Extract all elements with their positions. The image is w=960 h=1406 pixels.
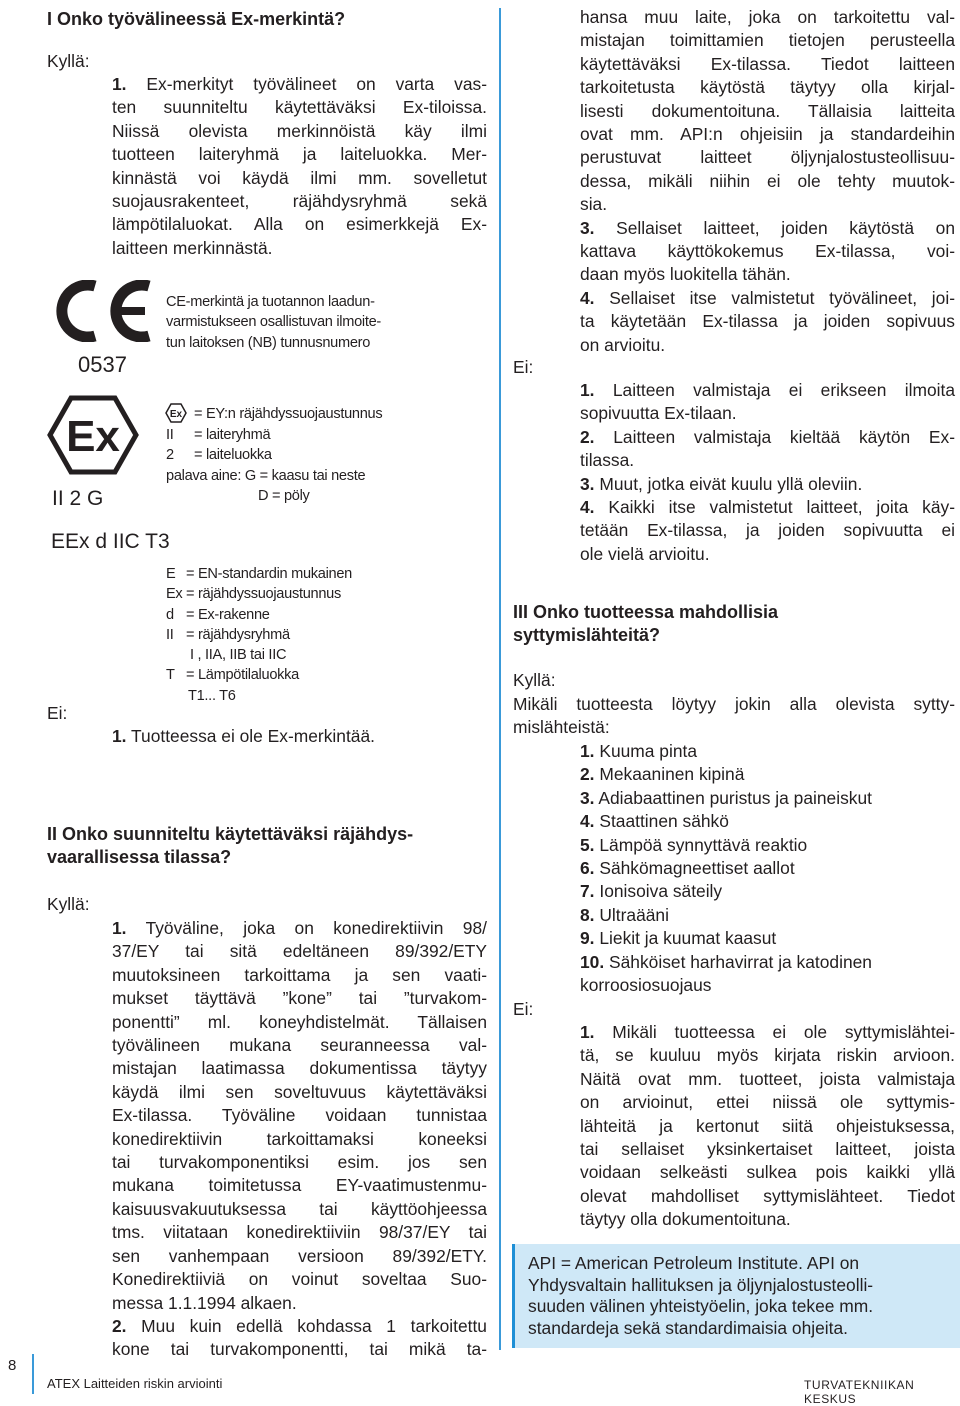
legend-value: = räjähdysryhmä [186, 626, 290, 643]
text-line: sia. [580, 194, 608, 215]
list-item [580, 880, 872, 903]
list-item [580, 927, 872, 950]
item-number: 4. [580, 287, 595, 308]
text-line: ta käytetään Ex-tilassa ja joiden sopivuus [580, 311, 955, 332]
heading-line: II Onko suunniteltu käytettäväksi räjähdys- [47, 824, 414, 844]
text-line: Sellaiset laitteet, joiden käytöstä on [616, 217, 955, 238]
text-line: Tuotteessa ei ole Ex-merkintää. [131, 726, 375, 746]
text-line: Sellaiset itse valmistetut työvälineet, joi- [609, 287, 955, 308]
text-line: on arvioinut, ettei niissä ole syttymis- [580, 1092, 955, 1113]
text-line: mukana toimitetussa EY-vaatimustenmu- [112, 1175, 487, 1196]
heading-section-2 [47, 823, 413, 869]
text-line: työvälineen mukana seuranneessa val- [112, 1035, 487, 1056]
text-line: Näitä ovat mm. tuotteet, joista valmistaja [580, 1068, 955, 1089]
text-line: varmistukseen osallistuvan ilmoite- [166, 314, 381, 331]
text-line: Ex-merkityt työvälineet on varta vas- [146, 74, 487, 94]
item-number: 9. [580, 928, 595, 949]
eex-legend [166, 564, 352, 706]
legend-key: Ex [166, 586, 183, 603]
text-line: kattava käyttökokemus Ex-tilassa, voi- [580, 241, 955, 262]
text-line: käytettäväksi Ex-tilassa. Tiedot laitteen [580, 53, 955, 74]
ex-hexagon-icon [47, 395, 139, 475]
item-number: 3. [580, 473, 595, 494]
text-line: Kaikki itse valmistetut laitteet, joita käy- [608, 497, 955, 518]
kylla-label: Kyllä: [513, 670, 556, 690]
legend-value: = laiteluokka [194, 447, 272, 464]
item-text: Sähkömagneettiset aallot [599, 858, 795, 879]
text-line: sen vanhempaan versioon 89/392/ETY. [112, 1245, 487, 1266]
text-line: mislähteistä: [513, 717, 610, 738]
item-text: Sähköiset harhavirrat ja katodinen [609, 951, 872, 972]
text-line: lämpötilaluokat. Alla on esimerkkejä Ex- [112, 214, 487, 235]
ce-mark-icon [46, 280, 156, 342]
text-line: ole vielä arvioitu. [580, 543, 710, 564]
ignition-sources-list [580, 740, 872, 997]
text-line: kone tai turvakomponentti, tai mikä ta- [112, 1339, 487, 1360]
legend-line: T1... T6 [188, 687, 236, 704]
text-line: Konedirektiiviä on voinut soveltaa Suo- [112, 1269, 487, 1290]
item-number: 2. [580, 426, 595, 447]
heading-line: syttymislähteitä? [513, 625, 661, 645]
legend-key: II [166, 626, 174, 643]
text-line: Ex-tilassa. Työväline voidaan tunnistaa [112, 1105, 487, 1126]
text-line: suojausrakenteet, räjähdysryhmä sekä [112, 191, 487, 212]
text-line: lähteitä ja kertonut siitä ohjeistuksessa, [580, 1115, 955, 1136]
page-number: 8 [8, 1357, 17, 1374]
text-line: Yhdysvaltain hallituksen ja öljynjalostusteolli- [528, 1274, 874, 1295]
text-line: 37/EY tai sitä edeltäneen 89/392/ETY [112, 941, 487, 962]
text-line: Muut, jotka eivät kuulu yllä oleviin. [599, 473, 863, 494]
text-line: Mikäli tuotteesta löytyy jokin alla olevista sytty- [513, 694, 955, 714]
api-info-box [512, 1244, 960, 1348]
item-text: Mekaaninen kipinä [599, 764, 745, 785]
legend-value: = laiteryhmä [194, 427, 271, 443]
text-line: ten suunniteltu käytettäväksi Ex-tiloissa. [112, 97, 487, 118]
text-line: tms. viitataan konedirektiiviin 98/37/EY tai [112, 1222, 487, 1243]
item-number: 4. [580, 811, 595, 832]
item-number: 3. [580, 787, 595, 808]
list-item [580, 740, 872, 763]
list-item [580, 787, 872, 810]
item-number: 1. [580, 380, 595, 400]
text-line: tä, se kuuluu myös kirjata riskin arvioon. [580, 1045, 955, 1066]
text-line: ovat mm. API:n ohjeisiin ja standardeihin [580, 124, 955, 145]
text-line: tai sellaiset yksinkertaiset laitteet, joista [580, 1139, 955, 1160]
legend-value: = räjähdyssuojaustunnus [186, 586, 341, 603]
item-number: 1. [580, 1022, 595, 1042]
text-line: mistajan toimittamien tietojen perusteella [580, 30, 955, 51]
text-line: olevat mahdolliset syttymislähteet. Tiedot [580, 1185, 955, 1206]
ex-symbol-description: = EY:n räjähdyssuojaustunnus [194, 406, 383, 422]
text-line: täytyy olla dokumentoituna. [580, 1209, 791, 1230]
legend-line: I , IIA, IIB tai IIC [190, 647, 287, 664]
legend-line: palava aine: G = kaasu tai neste [166, 467, 366, 484]
text-line: standardeja sekä standardimaisia ohjeita. [528, 1318, 848, 1339]
list-item [580, 810, 872, 833]
svg-text:Ex: Ex [66, 412, 120, 461]
text-line: perustuvat laitteet öljynjalostusteollisuu- [580, 147, 955, 168]
item-number: 6. [580, 858, 595, 879]
text-line: Laitteen valmistaja ei erikseen ilmoita [612, 380, 955, 400]
heading-section-1 [47, 8, 345, 31]
legend-value: = Ex-rakenne [186, 606, 270, 623]
text-line: dessa, mikäli niihin ei ole tehty muutok- [580, 170, 955, 191]
legend-value: = Lämpötilaluokka [186, 667, 299, 684]
ei-label: Ei: [513, 357, 534, 377]
text-line: CE-merkintä ja tuotannon laadun- [166, 294, 375, 310]
text-line: tun laitoksen (NB) tunnusnumero [166, 334, 371, 351]
kylla-label: Kyllä: [47, 894, 90, 914]
item-number: 1. [112, 74, 127, 94]
ei-items-list [580, 379, 955, 566]
text-line: ponentti” ml. koneyhdistelmät. Tällaisen [112, 1011, 487, 1032]
item-number: 1. [112, 726, 127, 746]
item-number: 1. [112, 918, 127, 938]
legend-key: II [166, 427, 174, 443]
item-number: 4. [580, 497, 595, 518]
ignition-intro [513, 693, 955, 740]
text-line: muutoksineen tarkoittama ja sen vaati- [112, 964, 487, 985]
text-line: lisesti dokumentoituna. Tällaisia laitteita [580, 100, 955, 121]
item-number: 10. [580, 951, 605, 972]
heading-line: vaarallisessa tilassa? [47, 847, 232, 867]
heading-section-3 [513, 601, 778, 647]
item-number: 5. [580, 834, 595, 855]
eex-marking-code: EEx d IIC T3 [51, 530, 170, 553]
ei-label: Ei: [513, 999, 534, 1019]
item-text: Kuuma pinta [599, 741, 698, 761]
item-text: Liekit ja kuumat kaasut [599, 928, 777, 949]
item-number: 3. [580, 217, 595, 238]
publisher-logo-text: TURVATEKNIIKAN KESKUS [804, 1378, 915, 1406]
list-item [580, 834, 872, 857]
item-text: Ionisoiva säteily [599, 881, 723, 902]
heading-line: III Onko tuotteessa mahdollisia [513, 602, 779, 622]
item-text: korroosiosuojaus [580, 975, 712, 996]
ex-group-code: II 2 G [52, 487, 104, 510]
ei-no-ignition [580, 1021, 955, 1232]
text-line: Työväline, joka on konedirektiivin 98/ [145, 918, 487, 938]
legend-key: d [166, 606, 174, 623]
column-divider [499, 8, 501, 1350]
text-line: laitteen merkinnästä. [112, 237, 273, 258]
legend-key: 2 [166, 447, 174, 464]
list-item [580, 857, 872, 880]
text-line: kinnästä voi käydä ilmi mm. sovelletut [112, 167, 487, 188]
ex-small-hexagon-icon [165, 403, 187, 423]
item-text: Lämpöä synnyttävä reaktio [599, 834, 808, 855]
item-number: 2. [580, 764, 595, 785]
text-line: tai turvakomponentiksi esim. jos sen [112, 1152, 487, 1173]
document-title: ATEX Laitteiden riskin arviointi [47, 1376, 223, 1391]
item-text: Adiabaattinen puristus ja paineiskut [598, 787, 872, 808]
ce-description [166, 292, 446, 353]
text-line: sopivuutta Ex-tilaan. [580, 403, 737, 424]
text-line: Laitteen valmistaja kieltää käytön Ex- [613, 426, 955, 447]
text-line: Muu kuin edellä kohdassa 1 tarkoitettu [141, 1315, 487, 1336]
text-line: messa 1.1.1994 alkaen. [112, 1292, 297, 1313]
text-line: on arvioitu. [580, 334, 666, 355]
text-line: mukset täyttävä ”kone” tai ”turvakom- [112, 988, 487, 1009]
item-text: Ultraääni [599, 904, 669, 925]
ei-item-no-marking [112, 725, 375, 748]
text-line: tuotteen laiteryhmä ja laiteluokka. Mer- [112, 144, 487, 165]
text-line: daan myös luokitella tähän. [580, 264, 791, 285]
item-machinery-directive [112, 917, 487, 1362]
text-line: käydä ilmi sen soveltuvuus käytettäväksi [112, 1081, 487, 1102]
text-line: API = American Petroleum Institute. API on [528, 1253, 860, 1273]
legend-line: D = pöly [258, 487, 310, 504]
section-heading: I Onko työvälineessä Ex-merkintä? [47, 9, 346, 29]
text-line: konedirektiivin tarkoittamaksi koneeksi [112, 1128, 487, 1149]
ei-label: Ei: [47, 703, 68, 723]
item-2-continuation [580, 6, 955, 357]
text-line: hansa muu laite, joka on tarkoitettu val- [580, 7, 955, 27]
text-line: voidaan selkeästi sulkea pois kaikki yllä [580, 1162, 955, 1183]
item-number: 2. [112, 1315, 127, 1336]
item-number: 8. [580, 904, 595, 925]
text-line: Niissä olevista merkinnöistä käy ilmi [112, 120, 487, 141]
text-line: mistajan laatimassa dokumentissa täytyy [112, 1058, 487, 1079]
kylla-label: Kyllä: [47, 51, 90, 71]
text-line: kaisuusvakuutuksessa tai käyttöohjeessa [112, 1198, 487, 1219]
item-number: 7. [580, 881, 595, 902]
legend-value: = EN-standardin mukainen [186, 566, 352, 582]
text-line: tetään Ex-tilassa, ja joiden sopivuutta ei [580, 520, 955, 541]
svg-text:Ex: Ex [169, 409, 183, 420]
item-text: Staattinen sähkö [599, 811, 729, 832]
text-line: suuden välinen yhteistyöelin, joka tekee mm. [528, 1296, 874, 1317]
ex-legend [166, 425, 365, 506]
text-line: tarkoitetusta käytöstä täytyy olla kirjal- [580, 77, 955, 98]
list-item [580, 763, 872, 786]
ce-notified-body-number: 0537 [78, 352, 127, 377]
legend-key: T [166, 667, 175, 684]
footer-divider [32, 1354, 34, 1394]
text-line: tilassa. [580, 450, 635, 471]
list-item [580, 951, 872, 974]
list-item [580, 904, 872, 927]
item-number: 1. [580, 741, 595, 761]
text-line: Mikäli tuotteessa ei ole syttymislähtei- [612, 1022, 955, 1042]
legend-key: E [166, 566, 176, 582]
item-1-ex-marked [112, 73, 487, 260]
